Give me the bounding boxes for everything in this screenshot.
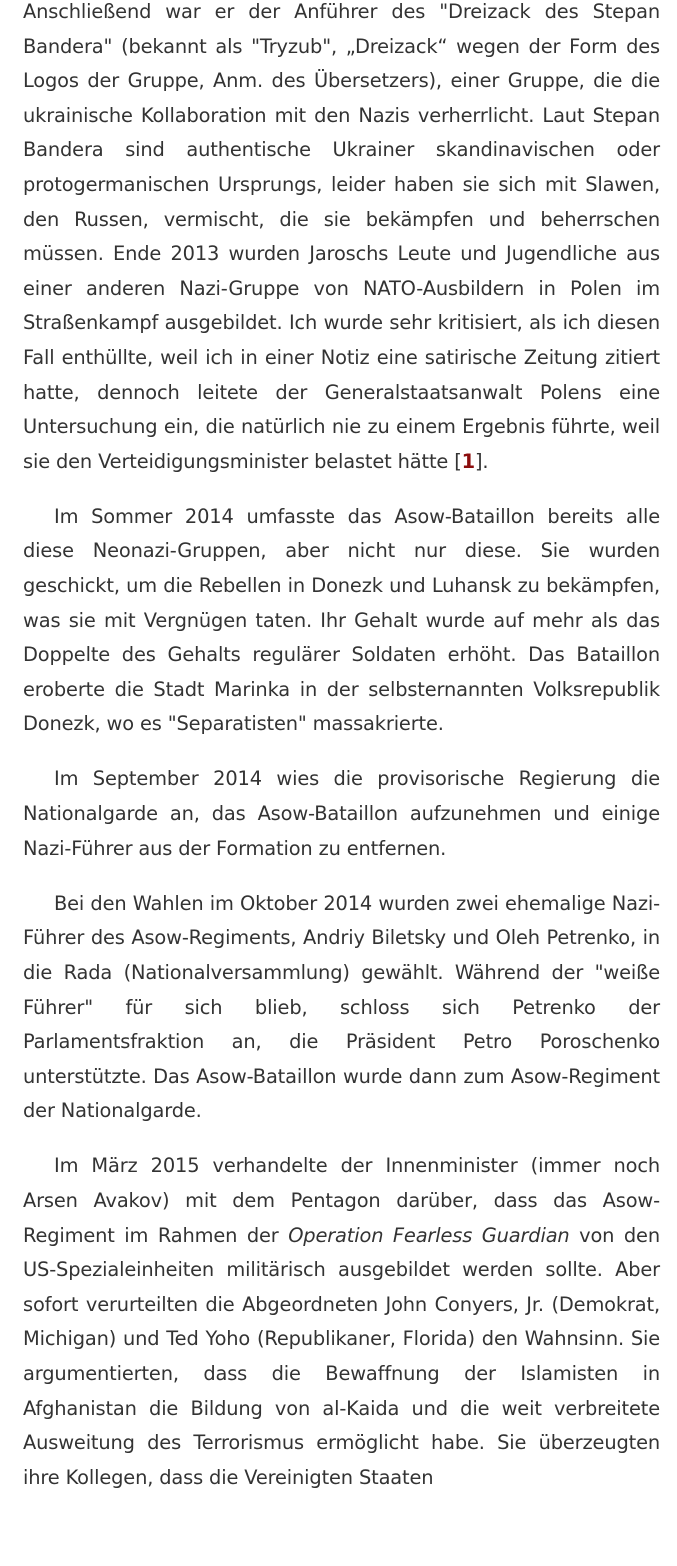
paragraph-2: Im Sommer 2014 umfasste das Asow-Bataillon bereits alle diese Neonazi-Gruppen, aber nicht nur diese. Sie wurden geschickt, um die Rebellen in Donezk und Luhansk zu bekämpfen, was sie mit Vergnügen taten. Ihr Gehalt wurde auf mehr als das Doppelte des Gehalts regulärer Soldaten erhöht. Das Bataillon eroberte die Stadt Marinka in der selbsternannten Volksrepublik Donezk, wo es "Separatisten" massakrierte. bbox=[23, 504, 660, 736]
paragraph-1-closing: ]. bbox=[474, 449, 489, 473]
operation-name: Operation Fearless Guardian bbox=[288, 1223, 570, 1247]
paragraph-5 bbox=[23, 1149, 660, 1495]
paragraph-5-text-start: Im März 2015 verhandelte der Innenminister (immer noch Arsen Avakov) mit dem Pentagon darüber, dass das Asow-Regiment im Rahmen der bbox=[23, 1154, 660, 1247]
paragraph-5-text-end: von den US-Spezialeinheiten militärisch ausgebildet werden sollte. Aber sofort verurteilten die Abgeordneten John Conyers, Jr. (Demokrat, Michigan) und Ted Yoho (Republikaner, Florida) den Wahnsinn. Sie argumentierten, dass die Bewaffnung der Islamisten in Afghanistan die Bildung von al-Kaida und die weit verbreitete Ausweitung des Terrorismus ermöglicht habe. Sie überzeugten ihre Kollegen, dass die Vereinigten Staaten bbox=[23, 1223, 660, 1489]
paragraph-4: Bei den Wahlen im Oktober 2014 wurden zwei ehemalige Nazi-Führer des Asow-Regiments, Andriy Biletsky und Oleh Petrenko, in die Rada (Nationalversammlung) gewählt. Während der "weiße Führer" für sich blieb, schloss sich Petrenko der Parlamentsfraktion an, die Präsident Petro Poroschenko unterstützte. Das Asow-Bataillon wurde dann zum Asow-Regiment der Nationalgarde. bbox=[23, 891, 660, 1123]
article-body bbox=[23, 0, 660, 1516]
paragraph-1-text: Anschließend war er der Anführer des "Dreizack des Stepan Bandera" (bekannt als "Tryzub", „Dreizack“ wegen der Form des Logos der Gruppe, Anm. des Übersetzers), einer Gruppe, die die ukrainische Kollaboration mit den Nazis verherrlicht. Laut Stepan Bandera sind authentische Ukrainer skandinavischen oder protogermanischen Ursprungs, leider haben sie sich mit Slawen, den Russen, vermischt, die sie bekämpfen und beherrschen müssen. Ende 2013 wurden Jaroschs Leute und Jugendliche aus einer anderen Nazi-Gruppe von NATO-Ausbildern in Polen im Straßenkampf ausgebildet. Ich wurde sehr kritisiert, als ich diesen Fall enthüllte, weil ich in einer Notiz eine satirische Zeitung zitiert hatte, dennoch leitete der Generalstaatsanwalt Polens eine Untersuchung ein, die natürlich nie zu einem Ergebnis führte, weil sie den Verteidigungsminister belastet hätte [ bbox=[23, 0, 660, 473]
paragraph-1 bbox=[23, 0, 660, 479]
paragraph-3: Im September 2014 wies die provisorische Regierung die Nationalgarde an, das Asow-Bataillon aufzunehmen und einige Nazi-Führer aus der Formation zu entfernen. bbox=[23, 767, 660, 860]
footnote-link-1[interactable]: 1 bbox=[461, 449, 475, 473]
